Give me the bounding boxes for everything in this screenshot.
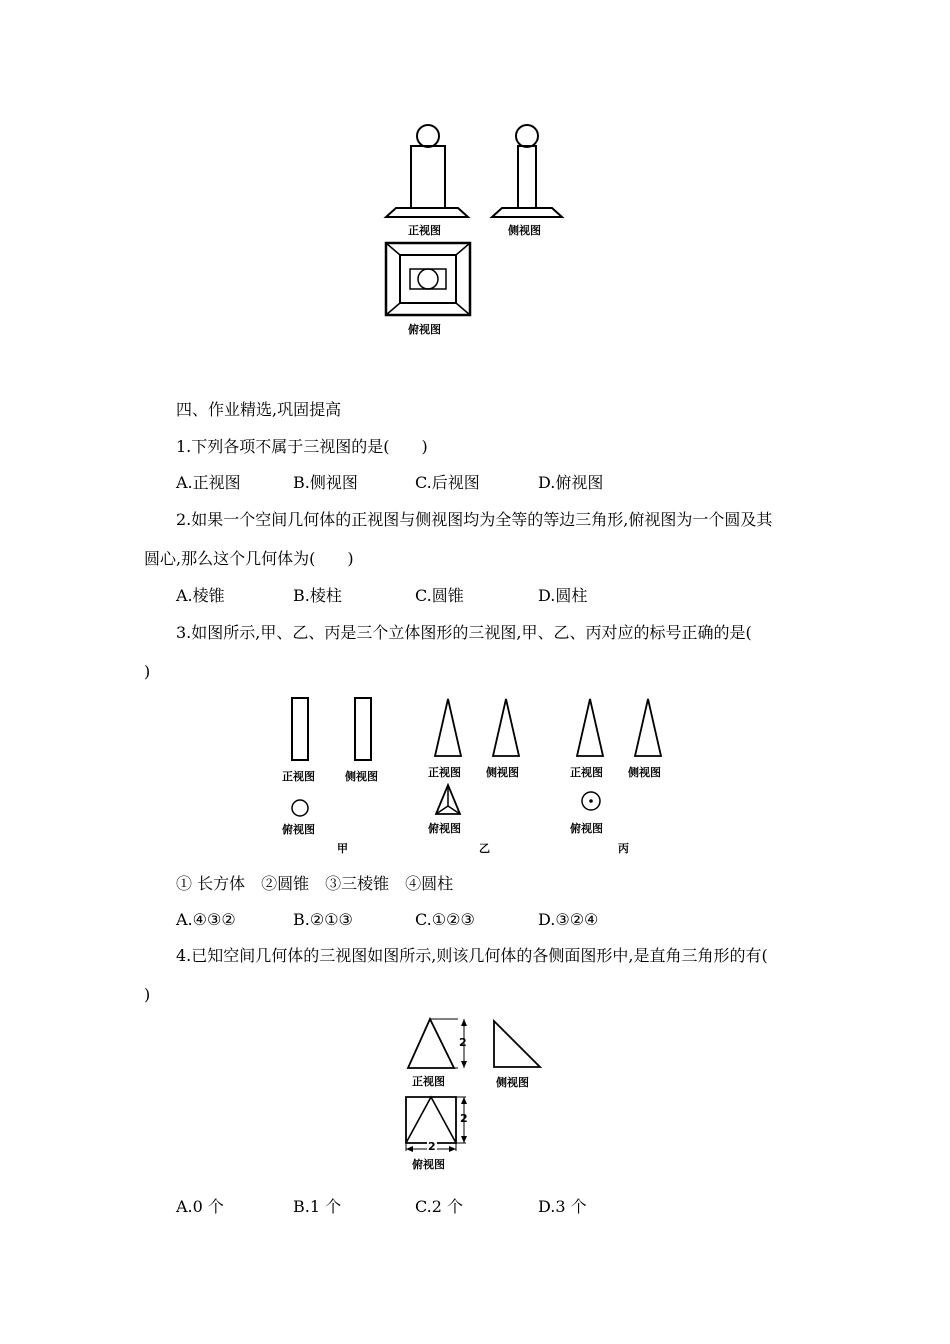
- q1-option-a: A.正视图: [176, 473, 241, 492]
- q4-dim-depth: 2: [460, 1112, 468, 1125]
- q4-option-c: C.2 个: [415, 1197, 464, 1216]
- q4-dim-width: 2: [428, 1140, 436, 1153]
- q2-option-a: A.棱锥: [176, 586, 225, 605]
- jia-top-label: 俯视图: [282, 823, 315, 836]
- q3-option-a: A.④③②: [176, 910, 236, 929]
- jia-top-circle: [290, 798, 310, 818]
- q4-dim-height: 2: [459, 1036, 467, 1049]
- bing-side-label: 侧视图: [628, 766, 661, 779]
- section-title: 四、作业精选,巩固提高: [176, 400, 342, 419]
- yi-front-triangle: [433, 698, 463, 758]
- q2-option-b: B.棱柱: [293, 586, 342, 605]
- yi-front-label: 正视图: [428, 766, 461, 779]
- bing-name: 丙: [618, 842, 629, 855]
- bing-front-triangle: [575, 698, 605, 758]
- side-view-drawing: [490, 124, 566, 220]
- yi-top-label: 俯视图: [428, 822, 461, 835]
- jia-name: 甲: [337, 842, 348, 855]
- front-view-label: 正视图: [408, 224, 441, 237]
- side-view-label: 侧视图: [508, 224, 541, 237]
- q4-front-label: 正视图: [412, 1075, 445, 1088]
- yi-name: 乙: [479, 842, 490, 855]
- q4-stem-line1: 4.已知空间几何体的三视图如图所示,则该几何体的各侧面图形中,是直角三角形的有(: [176, 946, 768, 965]
- jia-side-rect: [354, 697, 372, 761]
- bing-top-label: 俯视图: [570, 822, 603, 835]
- q1-option-d: D.俯视图: [538, 473, 604, 492]
- q4-top-label: 俯视图: [412, 1158, 445, 1171]
- jia-front-label: 正视图: [282, 770, 315, 783]
- q3-stem-line2: ): [144, 662, 151, 681]
- q4-option-d: D.3 个: [538, 1197, 587, 1216]
- q4-option-a: A.0 个: [176, 1197, 224, 1216]
- jia-front-rect: [291, 697, 309, 761]
- q4-option-b: B.1 个: [293, 1197, 342, 1216]
- q4-side-view: [492, 1019, 544, 1069]
- q1-option-b: B.侧视图: [293, 473, 358, 492]
- q2-option-c: C.圆锥: [415, 586, 464, 605]
- yi-top-pyramid: [434, 784, 462, 816]
- yi-side-label: 侧视图: [486, 766, 519, 779]
- jia-side-label: 侧视图: [345, 770, 378, 783]
- q3-choices-line: ① 长方体 ②圆锥 ③三棱锥 ④圆柱: [176, 874, 454, 893]
- q4-top-view: [404, 1095, 474, 1155]
- bing-side-triangle: [633, 698, 663, 758]
- q2-stem-line1: 2.如果一个空间几何体的正视图与侧视图均为全等的等边三角形,俯视图为一个圆及其: [176, 510, 773, 529]
- front-view-drawing: [384, 124, 470, 220]
- q3-stem-line1: 3.如图所示,甲、乙、丙是三个立体图形的三视图,甲、乙、丙对应的标号正确的是(: [176, 623, 752, 642]
- q3-option-d: D.③②④: [538, 910, 599, 929]
- bing-front-label: 正视图: [570, 766, 603, 779]
- q1-option-c: C.后视图: [415, 473, 480, 492]
- bing-top-circle-center: [580, 790, 602, 812]
- q4-stem-line2: ): [144, 985, 151, 1004]
- yi-side-triangle: [491, 698, 521, 758]
- q1-stem: 1.下列各项不属于三视图的是( ): [176, 437, 428, 456]
- q4-side-label: 侧视图: [496, 1076, 529, 1089]
- q2-option-d: D.圆柱: [538, 586, 588, 605]
- q3-option-c: C.①②③: [415, 910, 475, 929]
- q2-stem-line2: 圆心,那么这个几何体为( ): [144, 549, 354, 568]
- top-view-label: 俯视图: [408, 323, 441, 336]
- top-view-drawing: [384, 241, 472, 317]
- q3-option-b: B.②①③: [293, 910, 353, 929]
